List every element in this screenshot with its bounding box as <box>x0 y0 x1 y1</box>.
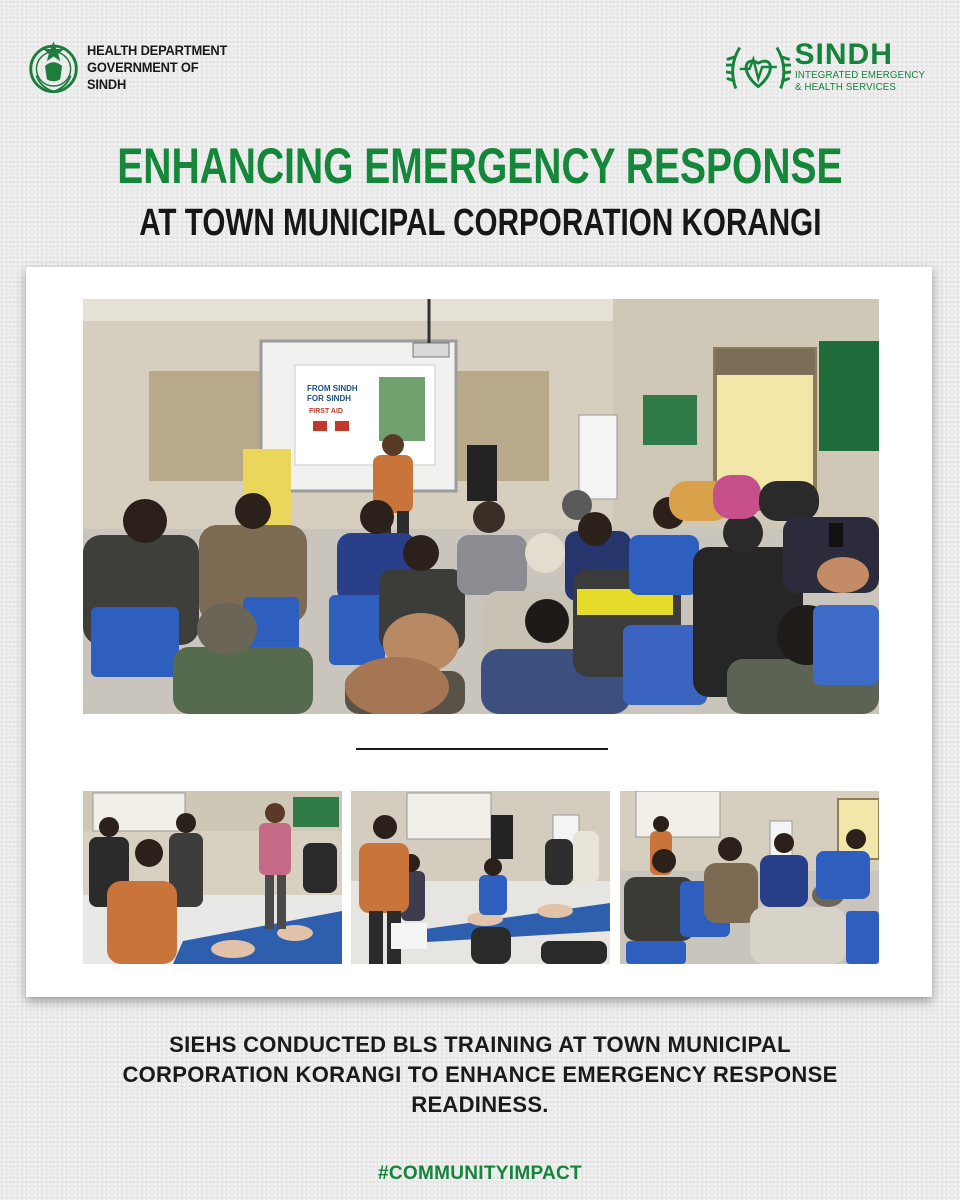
divider-line <box>356 748 608 750</box>
left-logo-line-1: HEALTH DEPARTMENT <box>87 41 228 58</box>
training-thumbnail-1 <box>83 791 342 964</box>
right-logo-line-1: INTEGRATED EMERGENCY <box>794 69 925 81</box>
left-logo-line-2: GOVERNMENT OF SINDH <box>87 58 199 92</box>
slide-text-line-2: FOR SINDH <box>307 394 351 403</box>
page-title: ENHANCING EMERGENCY RESPONSE <box>117 138 843 194</box>
health-department-logo <box>26 34 246 100</box>
caption-text: SIEHS CONDUCTED BLS TRAINING AT TOWN MUNICIPAL CORPORATION KORANGI TO ENHANCE EMERGENCY RESPONSE READINESS. <box>122 1032 838 1117</box>
siehs-logo <box>726 34 936 100</box>
right-logo-brand: SINDH <box>794 38 893 71</box>
photo-card <box>26 267 932 997</box>
training-thumbnail-3 <box>620 791 879 964</box>
page-subtitle: AT TOWN MUNICIPAL CORPORATION KORANGI <box>138 202 822 244</box>
siehs-emblem-icon <box>726 37 791 97</box>
sindh-government-emblem-icon <box>26 36 81 98</box>
slide-text-line-3: FIRST AID <box>309 408 343 415</box>
hashtag-text: #COMMUNITYIMPACT <box>378 1163 582 1184</box>
training-thumbnail-2 <box>351 791 610 964</box>
hero-training-photo <box>83 299 879 714</box>
slide-text-line-1: FROM SINDH <box>307 384 358 393</box>
right-logo-line-2: & HEALTH SERVICES <box>794 81 896 93</box>
